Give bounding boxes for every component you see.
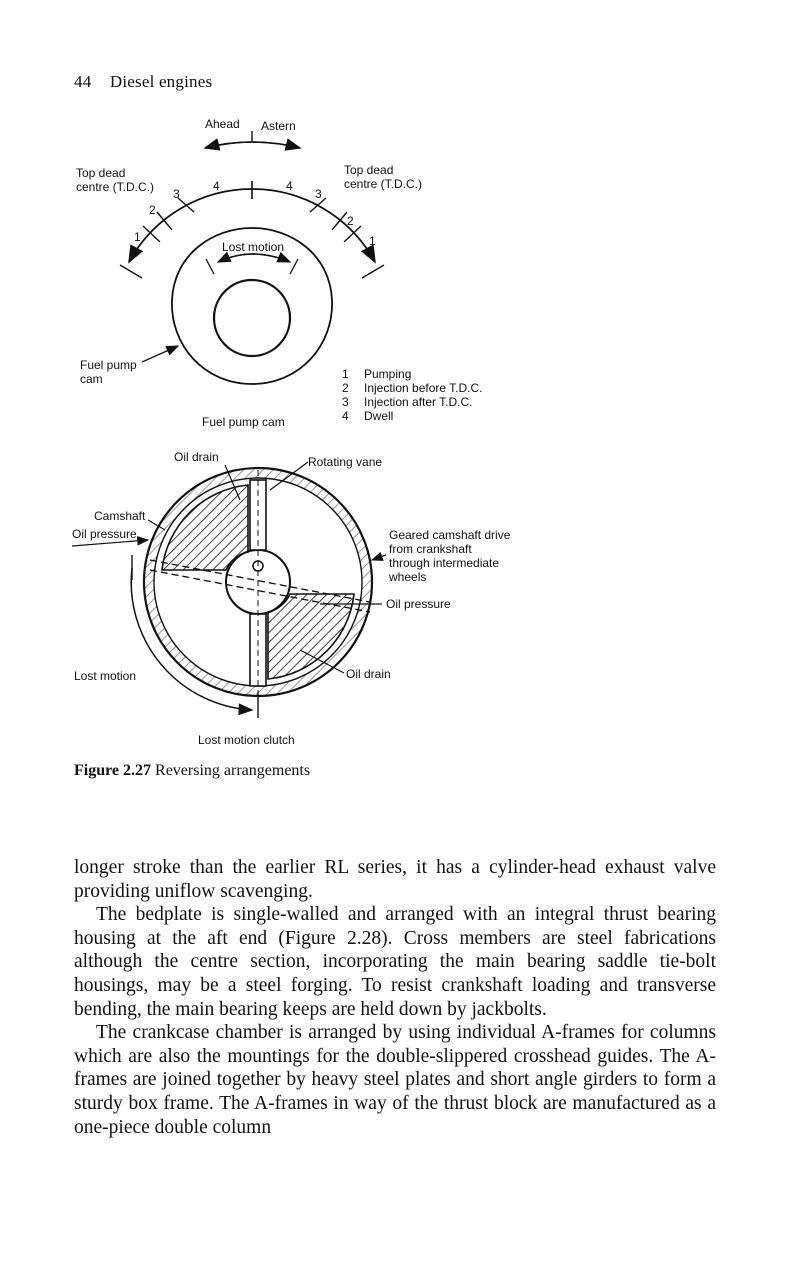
camshaft-label: Camshaft: [94, 509, 146, 523]
fuel-pump-cam-title: Fuel pump cam: [202, 415, 285, 429]
legend-num-3: 3: [342, 395, 349, 409]
legend-text-3: Injection after T.D.C.: [364, 395, 473, 409]
arc-number-4-left: 4: [213, 179, 220, 193]
lost-motion-bottom-label: Lost motion: [74, 669, 137, 683]
figure-caption-label: Figure 2.27: [74, 762, 152, 779]
lost-motion-clutch-diagram: [72, 450, 511, 747]
legend-num-1: 1: [342, 367, 349, 381]
oil-pressure-left-label: Oil pressure: [72, 527, 137, 541]
running-title: Diesel engines: [109, 72, 213, 91]
ahead-label: Ahead: [205, 117, 240, 131]
arc-number-3-right: 3: [315, 187, 322, 201]
oil-drain-bottom-label: Oil drain: [346, 667, 391, 681]
tdc-right-line1: Top dead: [344, 163, 394, 177]
paragraph-2: The bedplate is single-walled and arranged with an integral thrust bearing housing at the aft end (Figure 2.28). Cross members are steel fabrications although the centre section, incorporating the main bearing saddle tie-bolt housings, may be a steel forging. To resist crankshaft loading and transverse bending, the main bearing keeps are held down by jackbolts.: [74, 904, 716, 1020]
fuel-pump-cam-label-line1: Fuel pump: [80, 358, 137, 372]
tdc-left-line1: Top dead: [76, 166, 126, 180]
tdc-right-line2: centre (T.D.C.): [344, 177, 423, 191]
figure-caption: [74, 762, 310, 780]
lost-motion-clutch-title: Lost motion clutch: [198, 733, 295, 747]
ahead-arrow: [205, 142, 300, 148]
rotating-vane-label: Rotating vane: [308, 455, 383, 469]
fuel-pump-cam-diagram: [76, 117, 483, 429]
legend-text-2: Injection before T.D.C.: [364, 381, 483, 395]
arc-number-1-left: 1: [134, 230, 141, 244]
cam-shaft-circle: [214, 280, 290, 356]
arc-number-1-right: 1: [369, 234, 376, 248]
tdc-left-line2: centre (T.D.C.): [76, 180, 155, 194]
vane-segment-upper-left: [162, 485, 248, 570]
arc-number-2-right: 2: [347, 214, 354, 228]
lost-motion-label-top: Lost motion: [222, 240, 285, 254]
vane-segment-lower-right: [268, 594, 354, 679]
geared-drive-line3: through intermediate: [389, 556, 500, 570]
paragraph-3: The crankcase chamber is arranged by using individual A-frames for columns which are also the mountings for the double-slippered crosshead guides. The A-frames are joined together by heavy steel plates and short angle girders to form a sturdy box frame. The A-frames in way of the thrust block are manufactured as a one-piece double column: [74, 1022, 716, 1138]
arc-number-4-right: 4: [286, 179, 293, 193]
legend-num-4: 4: [342, 409, 349, 423]
arc-number-2-left: 2: [149, 203, 156, 217]
fuel-pump-cam-label-line2: cam: [80, 372, 103, 386]
oil-drain-top-label: Oil drain: [174, 450, 219, 464]
page-number: 44: [74, 72, 92, 91]
paragraph-1: longer stroke than the earlier RL series, it has a cylinder-head exhaust valve providing uniflow scavenging.: [74, 857, 716, 902]
astern-label: Astern: [261, 119, 296, 133]
legend-num-2: 2: [342, 381, 349, 395]
legend-text-4: Dwell: [364, 409, 394, 423]
geared-drive-line1: Geared camshaft drive: [389, 528, 511, 542]
geared-drive-line4: wheels: [389, 570, 427, 584]
body-text: [74, 856, 716, 1139]
oil-pressure-right-label: Oil pressure: [386, 597, 451, 611]
cam-legend: [342, 367, 483, 423]
figure-caption-text: Reversing arrangements: [155, 762, 311, 779]
geared-drive-line2: from crankshaft: [389, 542, 472, 556]
legend-text-1: Pumping: [364, 367, 412, 381]
arc-number-3-left: 3: [173, 187, 180, 201]
